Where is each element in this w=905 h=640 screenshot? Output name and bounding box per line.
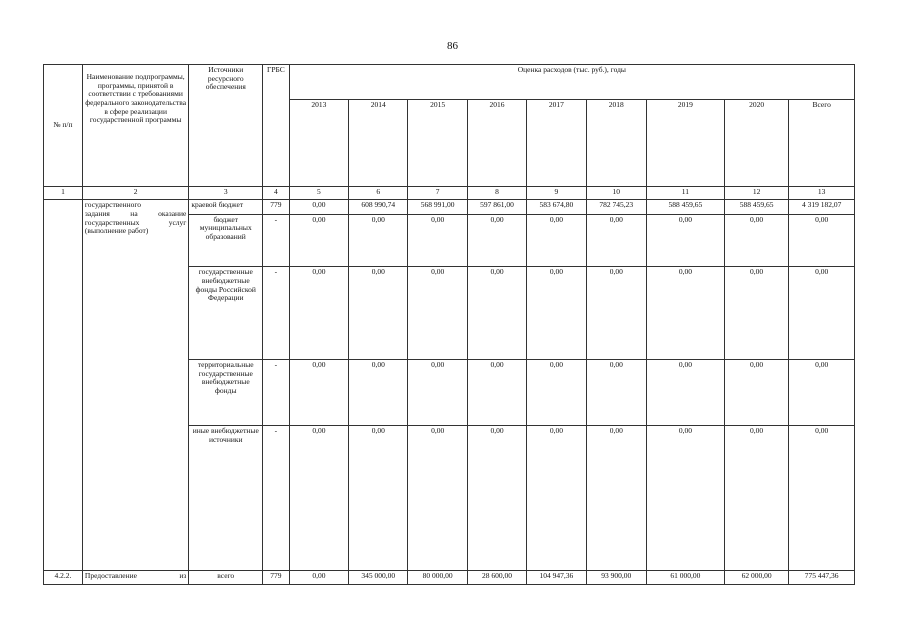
row-number-cell — [44, 200, 83, 570]
value-cell: 28 600,00 — [467, 570, 526, 584]
value-cell: 0,00 — [289, 267, 348, 360]
header-col-grbs: ГРБС — [263, 65, 290, 187]
value-cell: 93 900,00 — [586, 570, 646, 584]
colnum: 7 — [408, 187, 467, 200]
value-cell: 345 000,00 — [349, 570, 408, 584]
row-name-word2: из — [179, 570, 187, 580]
value-cell: 0,00 — [724, 267, 789, 360]
page-number: 86 — [447, 40, 458, 52]
value-cell: 0,00 — [586, 214, 646, 267]
row-name-word1: Предоставление — [84, 570, 137, 580]
value-cell: 0,00 — [289, 570, 348, 584]
value-cell: 0,00 — [349, 267, 408, 360]
colnum: 4 — [263, 187, 290, 200]
row-number-cell: 4.2.2. — [44, 570, 83, 584]
value-cell: 0,00 — [408, 214, 467, 267]
value-cell: 588 459,65 — [724, 200, 789, 214]
value-cell: 0,00 — [527, 214, 586, 267]
colnum: 9 — [527, 187, 586, 200]
value-cell: 0,00 — [724, 360, 789, 426]
source-cell: краевой бюджет — [189, 200, 263, 214]
value-cell: 0,00 — [408, 360, 467, 426]
year-2017: 2017 — [527, 99, 586, 187]
header-row — [44, 65, 855, 100]
colnum: 12 — [724, 187, 789, 200]
value-cell: 61 000,00 — [647, 570, 725, 584]
grbs-cell: - — [263, 360, 290, 426]
header-col-name: Наименование подпрограммы, программы, принятой в соответствии с требованиями федерального законодательства в сфере реализации государственной программы — [82, 65, 188, 187]
value-cell: 0,00 — [789, 214, 855, 267]
value-cell: 0,00 — [647, 360, 725, 426]
value-cell: 0,00 — [349, 426, 408, 571]
grbs-cell: - — [263, 214, 290, 267]
year-total: Всего — [789, 99, 855, 187]
value-cell: 608 990,74 — [349, 200, 408, 214]
value-cell: 0,00 — [408, 426, 467, 571]
value-cell: 0,00 — [289, 360, 348, 426]
grbs-cell: 779 — [263, 570, 290, 584]
year-2014: 2014 — [349, 99, 408, 187]
year-2019: 2019 — [647, 99, 725, 187]
value-cell: 0,00 — [467, 426, 526, 571]
colnum: 8 — [467, 187, 526, 200]
grbs-cell: - — [263, 267, 290, 360]
source-cell: всего — [189, 570, 263, 584]
value-cell: 568 991,00 — [408, 200, 467, 214]
header-col-source: Источники ресурсного обеспечения — [189, 65, 263, 187]
row-name-cell — [82, 200, 188, 570]
grbs-cell: 779 — [263, 200, 290, 214]
year-2016: 2016 — [467, 99, 526, 187]
value-cell: 62 000,00 — [724, 570, 789, 584]
value-cell: 0,00 — [467, 360, 526, 426]
year-2020: 2020 — [724, 99, 789, 187]
row-name-line1: государственного — [84, 200, 141, 210]
value-cell: 0,00 — [527, 267, 586, 360]
colnum: 1 — [44, 187, 83, 200]
grbs-cell: - — [263, 426, 290, 571]
value-cell: 0,00 — [789, 267, 855, 360]
source-cell: государственные внебюджетные фонды Российской Федерации — [189, 267, 263, 360]
value-cell: 4 319 182,07 — [789, 200, 855, 214]
budget-table — [43, 64, 855, 585]
colnum: 11 — [647, 187, 725, 200]
value-cell: 0,00 — [586, 360, 646, 426]
colnum: 3 — [189, 187, 263, 200]
value-cell: 0,00 — [724, 426, 789, 571]
header-col-no: № п/п — [44, 65, 83, 187]
row-name-rest: задания на оказание государственных услуг (выполнение работ) — [84, 208, 187, 236]
value-cell: 0,00 — [467, 214, 526, 267]
value-cell: 0,00 — [289, 200, 348, 214]
table-row — [44, 570, 855, 584]
value-cell: 583 674,80 — [527, 200, 586, 214]
value-cell: 104 947,36 — [527, 570, 586, 584]
value-cell: 0,00 — [724, 214, 789, 267]
value-cell: 0,00 — [349, 360, 408, 426]
column-numbers-row — [44, 187, 855, 200]
value-cell: 0,00 — [349, 214, 408, 267]
value-cell: 80 000,00 — [408, 570, 467, 584]
value-cell: 588 459,65 — [647, 200, 725, 214]
value-cell: 0,00 — [586, 267, 646, 360]
value-cell: 0,00 — [527, 360, 586, 426]
colnum: 10 — [586, 187, 646, 200]
value-cell: 0,00 — [647, 214, 725, 267]
value-cell: 0,00 — [789, 360, 855, 426]
value-cell: 0,00 — [289, 426, 348, 571]
year-2015: 2015 — [408, 99, 467, 187]
source-cell: бюджет муниципальных образований — [189, 214, 263, 267]
row-name-cell — [82, 570, 188, 584]
value-cell: 0,00 — [408, 267, 467, 360]
colnum: 5 — [289, 187, 348, 200]
source-cell: территориальные государственные внебюджетные фонды — [189, 360, 263, 426]
colnum: 6 — [349, 187, 408, 200]
value-cell: 0,00 — [647, 267, 725, 360]
value-cell: 775 447,36 — [789, 570, 855, 584]
value-cell: 0,00 — [586, 426, 646, 571]
value-cell: 597 861,00 — [467, 200, 526, 214]
header-col-estimate: Оценка расходов (тыс. руб.), годы — [289, 65, 854, 100]
value-cell: 0,00 — [289, 214, 348, 267]
source-cell: иные внебюджетные источники — [189, 426, 263, 571]
value-cell: 0,00 — [467, 267, 526, 360]
colnum: 2 — [82, 187, 188, 200]
colnum: 13 — [789, 187, 855, 200]
value-cell: 0,00 — [789, 426, 855, 571]
value-cell: 782 745,23 — [586, 200, 646, 214]
value-cell: 0,00 — [527, 426, 586, 571]
table-row — [44, 200, 855, 214]
year-2013: 2013 — [289, 99, 348, 187]
year-2018: 2018 — [586, 99, 646, 187]
value-cell: 0,00 — [647, 426, 725, 571]
